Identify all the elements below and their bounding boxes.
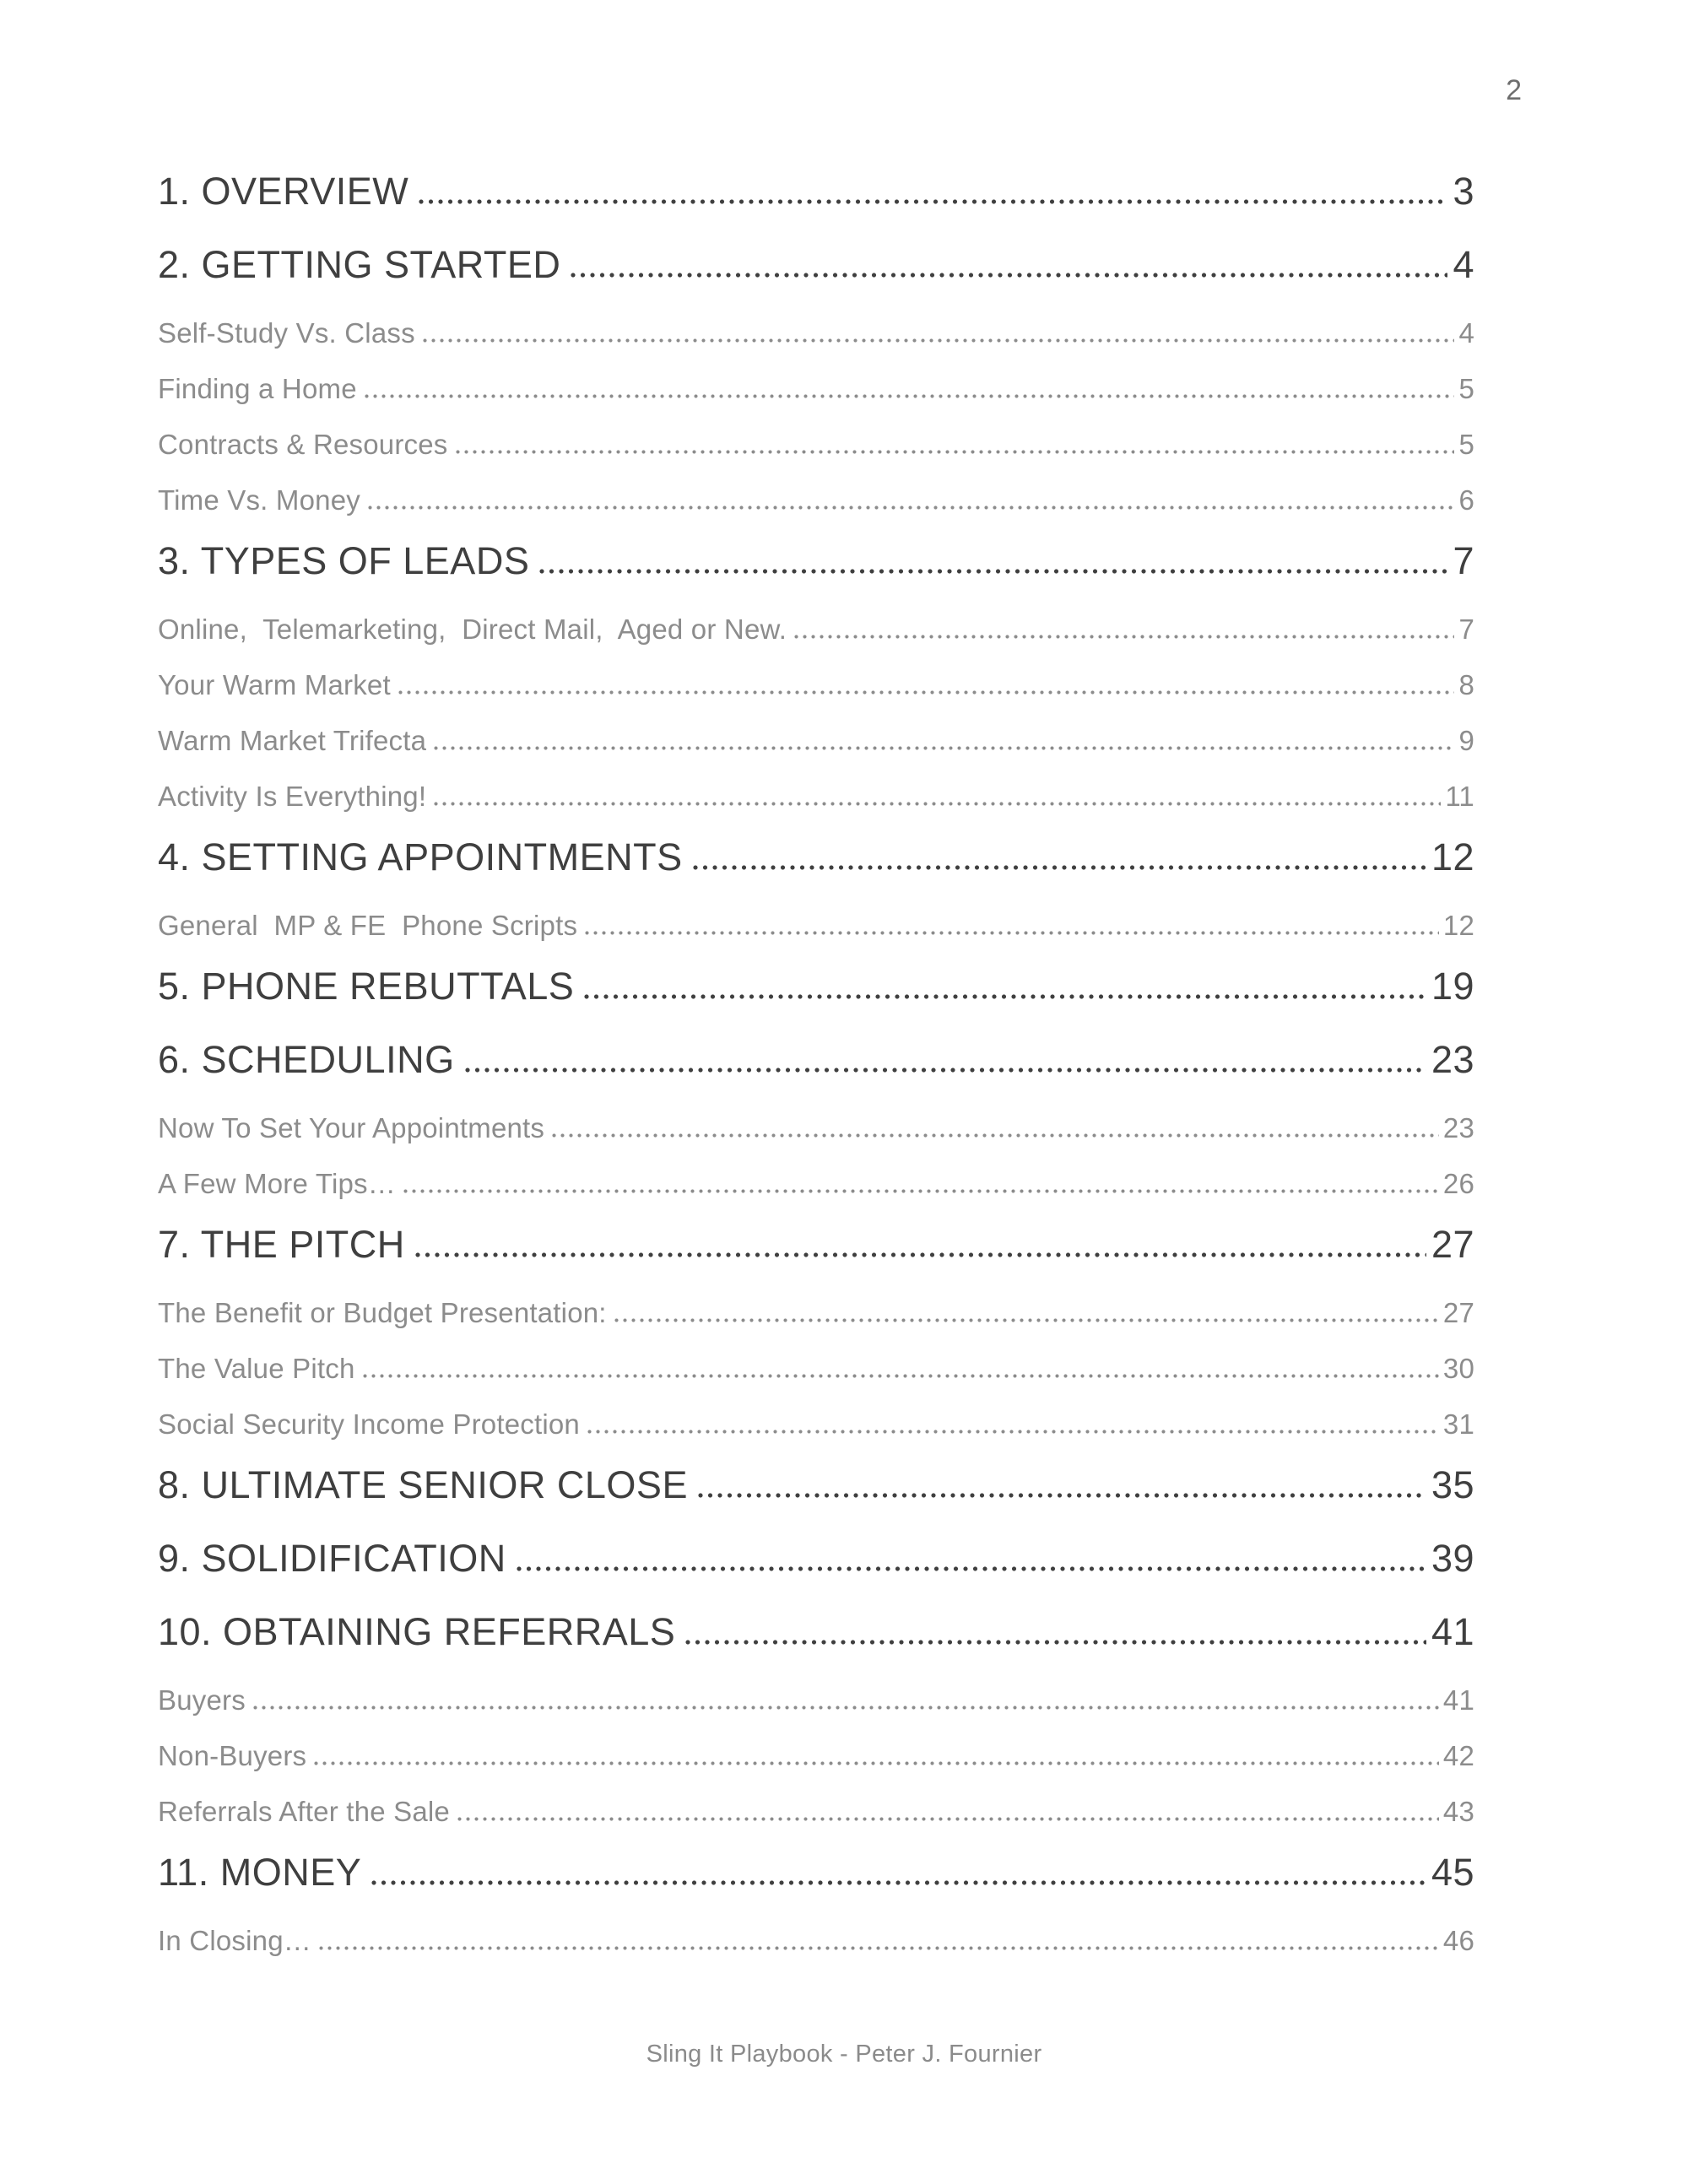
toc-section-entry[interactable] bbox=[158, 430, 1474, 458]
toc-entry-page-number: 5 bbox=[1458, 373, 1474, 404]
dot-leader bbox=[517, 1566, 1426, 1571]
toc-section-entry[interactable] bbox=[158, 319, 1474, 347]
dot-leader bbox=[314, 1761, 1439, 1765]
toc-entry-title: 7. THE PITCH bbox=[158, 1223, 405, 1266]
toc-entry-title: Online, Telemarketing, Direct Mail, Aged or New. bbox=[158, 614, 787, 645]
toc-chapter-entry[interactable] bbox=[158, 243, 1474, 286]
toc-entry-title: 4. SETTING APPOINTMENTS bbox=[158, 835, 683, 878]
toc-chapter-entry[interactable] bbox=[158, 539, 1474, 582]
dot-leader bbox=[587, 1430, 1439, 1434]
toc-entry-title: Activity Is Everything! bbox=[158, 781, 427, 812]
toc-entry-page-number: 11 bbox=[1445, 781, 1474, 812]
toc-entry-page-number: 7 bbox=[1458, 614, 1474, 645]
toc-entry-page-number: 42 bbox=[1442, 1740, 1474, 1771]
toc-entry-title: General MP & FE Phone Scripts bbox=[158, 910, 578, 941]
toc-chapter-entry[interactable] bbox=[158, 1223, 1474, 1266]
dot-leader bbox=[363, 1374, 1439, 1378]
toc-section-entry[interactable] bbox=[158, 727, 1474, 754]
dot-leader bbox=[371, 1880, 1426, 1885]
toc-entry-title: Self-Study Vs. Class bbox=[158, 317, 415, 349]
toc-entry-page-number: 3 bbox=[1453, 170, 1474, 213]
toc-chapter-entry[interactable] bbox=[158, 1038, 1474, 1081]
toc-entry-page-number: 43 bbox=[1442, 1796, 1474, 1827]
dot-leader bbox=[434, 802, 1441, 806]
toc-entry-page-number: 6 bbox=[1458, 484, 1474, 516]
dot-leader bbox=[465, 1068, 1426, 1073]
toc-section-entry[interactable] bbox=[158, 375, 1474, 403]
dot-leader bbox=[403, 1189, 1439, 1193]
toc-entry-page-number: 27 bbox=[1431, 1223, 1474, 1266]
toc-chapter-entry[interactable] bbox=[158, 1610, 1474, 1653]
toc-entry-title: 2. GETTING STARTED bbox=[158, 243, 561, 286]
dot-leader bbox=[368, 505, 1454, 510]
toc-chapter-entry[interactable] bbox=[158, 835, 1474, 878]
dot-leader bbox=[423, 338, 1455, 343]
toc-entry-page-number: 27 bbox=[1442, 1297, 1474, 1328]
footer-text: Sling It Playbook - Peter J. Fournier bbox=[646, 2041, 1042, 2068]
toc-entry-page-number: 39 bbox=[1431, 1537, 1474, 1580]
toc-section-entry[interactable] bbox=[158, 1686, 1474, 1714]
toc-entry-title: A Few More Tips… bbox=[158, 1168, 396, 1199]
toc-entry-page-number: 4 bbox=[1458, 317, 1474, 349]
toc-entry-title: Finding a Home bbox=[158, 373, 357, 404]
toc-entry-page-number: 41 bbox=[1431, 1610, 1474, 1653]
dot-leader bbox=[415, 1252, 1426, 1257]
toc-entry-title: 5. PHONE REBUTTALS bbox=[158, 965, 575, 1008]
toc-entry-title: Time Vs. Money bbox=[158, 484, 360, 516]
toc-section-entry[interactable] bbox=[158, 1114, 1474, 1142]
dot-leader bbox=[794, 635, 1454, 639]
toc-entry-page-number: 41 bbox=[1442, 1684, 1474, 1716]
toc-section-entry[interactable] bbox=[158, 671, 1474, 699]
dot-leader bbox=[253, 1706, 1439, 1710]
dot-leader bbox=[698, 1493, 1426, 1498]
toc-entry-title: Referrals After the Sale bbox=[158, 1796, 450, 1827]
dot-leader bbox=[434, 746, 1454, 750]
toc-entry-title: Your Warm Market bbox=[158, 669, 391, 700]
toc-entry-title: 1. OVERVIEW bbox=[158, 170, 409, 213]
toc-entry-title: The Value Pitch bbox=[158, 1353, 355, 1384]
toc-chapter-entry[interactable] bbox=[158, 170, 1474, 213]
dot-leader bbox=[398, 690, 1455, 695]
toc-chapter-entry[interactable] bbox=[158, 1463, 1474, 1506]
toc-entry-page-number: 4 bbox=[1453, 243, 1474, 286]
dot-leader bbox=[571, 273, 1447, 278]
header-page-number: 2 bbox=[1506, 74, 1522, 106]
dot-leader bbox=[693, 865, 1426, 870]
toc-entry-page-number: 12 bbox=[1442, 910, 1474, 941]
toc-entry-page-number: 19 bbox=[1431, 965, 1474, 1008]
toc-entry-title: The Benefit or Budget Presentation: bbox=[158, 1297, 607, 1328]
toc-section-entry[interactable] bbox=[158, 1410, 1474, 1438]
toc-chapter-entry[interactable] bbox=[158, 1851, 1474, 1894]
toc-entry-title: 9. SOLIDIFICATION bbox=[158, 1537, 506, 1580]
dot-leader bbox=[539, 569, 1447, 574]
dot-leader bbox=[419, 199, 1447, 204]
dot-leader bbox=[319, 1946, 1439, 1950]
toc-section-entry[interactable] bbox=[158, 1742, 1474, 1770]
toc-entry-title: 10. OBTAINING REFERRALS bbox=[158, 1610, 676, 1653]
toc-entry-page-number: 7 bbox=[1453, 539, 1474, 582]
toc-section-entry[interactable] bbox=[158, 911, 1474, 939]
dot-leader bbox=[365, 394, 1455, 398]
toc-section-entry[interactable] bbox=[158, 1354, 1474, 1382]
toc-entry-title: Social Security Income Protection bbox=[158, 1408, 580, 1440]
toc-section-entry[interactable] bbox=[158, 782, 1474, 810]
toc-section-entry[interactable] bbox=[158, 615, 1474, 643]
toc-entry-title: Warm Market Trifecta bbox=[158, 725, 427, 756]
dot-leader bbox=[614, 1318, 1439, 1322]
toc-entry-title: Non-Buyers bbox=[158, 1740, 307, 1771]
toc-entry-page-number: 46 bbox=[1442, 1925, 1474, 1956]
toc-entry-page-number: 30 bbox=[1442, 1353, 1474, 1384]
toc-entry-page-number: 5 bbox=[1458, 429, 1474, 460]
toc-entry-title: 11. MONEY bbox=[158, 1851, 362, 1894]
toc-entry-title: Now To Set Your Appointments bbox=[158, 1112, 545, 1143]
toc-entry-title: Buyers bbox=[158, 1684, 246, 1716]
toc-section-entry[interactable] bbox=[158, 1797, 1474, 1825]
toc-entry-page-number: 23 bbox=[1442, 1112, 1474, 1143]
toc-entry-page-number: 26 bbox=[1442, 1168, 1474, 1199]
dot-leader bbox=[685, 1640, 1426, 1645]
toc-entry-page-number: 35 bbox=[1431, 1463, 1474, 1506]
dot-leader bbox=[584, 994, 1426, 999]
dot-leader bbox=[456, 450, 1455, 454]
toc-section-entry[interactable] bbox=[158, 1927, 1474, 1954]
toc-entry-title: Contracts & Resources bbox=[158, 429, 448, 460]
dot-leader bbox=[552, 1133, 1439, 1138]
toc-chapter-entry[interactable] bbox=[158, 965, 1474, 1008]
dot-leader bbox=[585, 931, 1439, 935]
toc-entry-page-number: 31 bbox=[1442, 1408, 1474, 1440]
toc-entry-title: 3. TYPES OF LEADS bbox=[158, 539, 530, 582]
toc-entry-page-number: 12 bbox=[1431, 835, 1474, 878]
toc-entry-page-number: 23 bbox=[1431, 1038, 1474, 1081]
toc-section-entry[interactable] bbox=[158, 1299, 1474, 1327]
toc-section-entry[interactable] bbox=[158, 1170, 1474, 1197]
toc-entry-title: In Closing… bbox=[158, 1925, 311, 1956]
dot-leader bbox=[457, 1817, 1439, 1821]
table-of-contents bbox=[158, 169, 1474, 1982]
toc-section-entry[interactable] bbox=[158, 486, 1474, 514]
toc-chapter-entry[interactable] bbox=[158, 1537, 1474, 1580]
toc-entry-title: 8. ULTIMATE SENIOR CLOSE bbox=[158, 1463, 688, 1506]
toc-entry-page-number: 9 bbox=[1458, 725, 1474, 756]
toc-entry-page-number: 8 bbox=[1458, 669, 1474, 700]
toc-entry-page-number: 45 bbox=[1431, 1851, 1474, 1894]
toc-entry-title: 6. SCHEDULING bbox=[158, 1038, 455, 1081]
